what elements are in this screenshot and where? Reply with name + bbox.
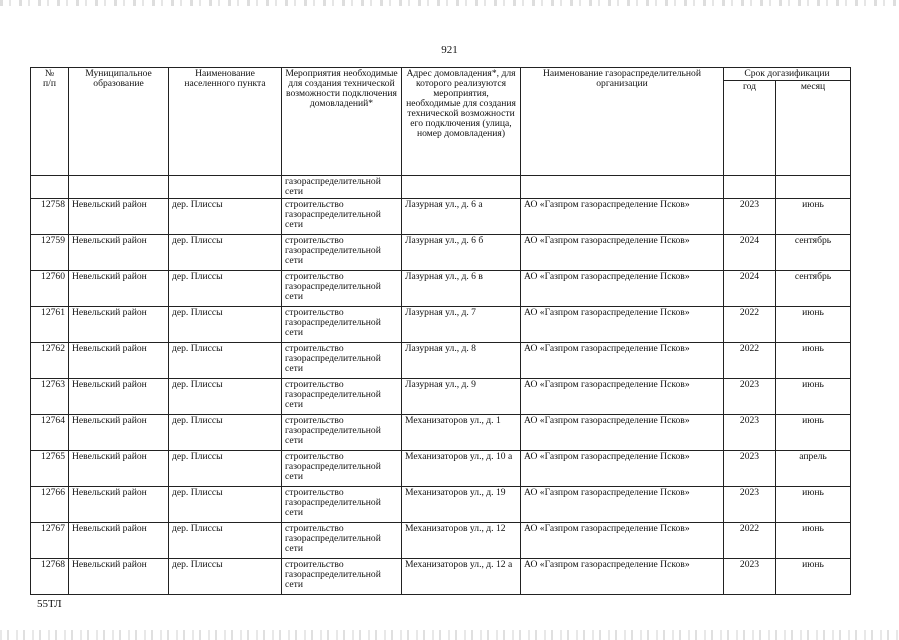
- cell-empty: [402, 176, 521, 199]
- cell-measure: строительство газораспределительной сети: [282, 415, 402, 451]
- cell-municipality: Невельский район: [69, 451, 169, 487]
- cell-settlement: дер. Плиссы: [169, 523, 282, 559]
- header-num: № п/п: [31, 68, 69, 176]
- cell-address: Лазурная ул., д. 6 б: [402, 235, 521, 271]
- cell-org: АО «Газпром газораспределение Псков»: [521, 559, 724, 595]
- cell-municipality: Невельский район: [69, 343, 169, 379]
- header-measures: Мероприятия необходимые для создания технической возможности подключения домовладений*: [282, 68, 402, 176]
- header-year: год: [724, 81, 776, 176]
- cell-address: Лазурная ул., д. 9: [402, 379, 521, 415]
- cell-measure: строительство газораспределительной сети: [282, 451, 402, 487]
- cell-month: июнь: [776, 559, 851, 595]
- cell-month: июнь: [776, 487, 851, 523]
- header-term: Срок догазификации: [724, 68, 851, 81]
- table-row: [31, 487, 851, 523]
- cell-num: 12759: [31, 235, 69, 271]
- cell-address: Механизаторов ул., д. 19: [402, 487, 521, 523]
- cell-org: АО «Газпром газораспределение Псков»: [521, 343, 724, 379]
- cell-municipality: Невельский район: [69, 235, 169, 271]
- cell-org: АО «Газпром газораспределение Псков»: [521, 451, 724, 487]
- table-row: [31, 199, 851, 235]
- cell-measure: строительство газораспределительной сети: [282, 235, 402, 271]
- cell-municipality: Невельский район: [69, 199, 169, 235]
- cell-address: Механизаторов ул., д. 12: [402, 523, 521, 559]
- scan-noise-bottom: [0, 630, 899, 640]
- cell-settlement: дер. Плиссы: [169, 451, 282, 487]
- cell-year: 2022: [724, 307, 776, 343]
- cell-month: июнь: [776, 415, 851, 451]
- table-row: [31, 379, 851, 415]
- table-row: [31, 271, 851, 307]
- cell-month: сентябрь: [776, 271, 851, 307]
- cell-municipality: Невельский район: [69, 379, 169, 415]
- cell-settlement: дер. Плиссы: [169, 415, 282, 451]
- cell-num: 12758: [31, 199, 69, 235]
- table-row: [31, 343, 851, 379]
- cell-empty: [521, 176, 724, 199]
- cell-org: АО «Газпром газораспределение Псков»: [521, 199, 724, 235]
- cell-settlement: дер. Плиссы: [169, 379, 282, 415]
- cell-num: 12768: [31, 559, 69, 595]
- cell-address: Механизаторов ул., д. 1: [402, 415, 521, 451]
- cell-month: июнь: [776, 199, 851, 235]
- cell-num: 12765: [31, 451, 69, 487]
- cell-org: АО «Газпром газораспределение Псков»: [521, 307, 724, 343]
- cell-settlement: дер. Плиссы: [169, 271, 282, 307]
- cell-municipality: Невельский район: [69, 559, 169, 595]
- cell-municipality: Невельский район: [69, 523, 169, 559]
- table-row: [31, 523, 851, 559]
- page-number: 921: [441, 44, 458, 56]
- cell-num: 12766: [31, 487, 69, 523]
- cell-year: 2022: [724, 523, 776, 559]
- cell-year: 2024: [724, 235, 776, 271]
- cell-year: 2022: [724, 343, 776, 379]
- header-row: [31, 68, 851, 81]
- cell-settlement: дер. Плиссы: [169, 343, 282, 379]
- cell-year: 2023: [724, 451, 776, 487]
- cell-org: АО «Газпром газораспределение Псков»: [521, 235, 724, 271]
- header-org: Наименование газораспределительной организации: [521, 68, 724, 176]
- table-row: [31, 415, 851, 451]
- cell-measure: строительство газораспределительной сети: [282, 343, 402, 379]
- cell-address: Механизаторов ул., д. 12 а: [402, 559, 521, 595]
- cell-num: 12764: [31, 415, 69, 451]
- cell-address: Лазурная ул., д. 7: [402, 307, 521, 343]
- table-row: [31, 307, 851, 343]
- cell-empty: [776, 176, 851, 199]
- continuation-row: [31, 176, 851, 199]
- cell-settlement: дер. Плиссы: [169, 487, 282, 523]
- table-row: [31, 235, 851, 271]
- doc-code: 55ТЛ: [37, 598, 62, 610]
- cell-measure: строительство газораспределительной сети: [282, 199, 402, 235]
- cell-measure: строительство газораспределительной сети: [282, 379, 402, 415]
- header-municipality: Муниципальное образование: [69, 68, 169, 176]
- cell-measure: строительство газораспределительной сети: [282, 307, 402, 343]
- cell-month: июнь: [776, 523, 851, 559]
- header-month: месяц: [776, 81, 851, 176]
- cell-empty: [724, 176, 776, 199]
- cell-settlement: дер. Плиссы: [169, 307, 282, 343]
- cell-municipality: Невельский район: [69, 487, 169, 523]
- cell-empty: [169, 176, 282, 199]
- header-address: Адрес домовладения*, для которого реализуются мероприятия, необходимые для создания технической возможности его подключения (улица, номер домовладения): [402, 68, 521, 176]
- scan-noise-top: [0, 0, 899, 6]
- cell-num: 12763: [31, 379, 69, 415]
- cell-year: 2023: [724, 559, 776, 595]
- cell-address: Механизаторов ул., д. 10 а: [402, 451, 521, 487]
- cell-org: АО «Газпром газораспределение Псков»: [521, 523, 724, 559]
- cell-num: 12767: [31, 523, 69, 559]
- cell-empty: [31, 176, 69, 199]
- cell-num: 12761: [31, 307, 69, 343]
- cell-settlement: дер. Плиссы: [169, 559, 282, 595]
- cell-year: 2024: [724, 271, 776, 307]
- cell-num: 12760: [31, 271, 69, 307]
- cell-address: Лазурная ул., д. 6 а: [402, 199, 521, 235]
- cell-org: АО «Газпром газораспределение Псков»: [521, 487, 724, 523]
- cell-municipality: Невельский район: [69, 415, 169, 451]
- cell-org: АО «Газпром газораспределение Псков»: [521, 379, 724, 415]
- cell-year: 2023: [724, 487, 776, 523]
- cell-address: Лазурная ул., д. 8: [402, 343, 521, 379]
- cell-measure: строительство газораспределительной сети: [282, 487, 402, 523]
- cell-year: 2023: [724, 199, 776, 235]
- cell-month: июнь: [776, 343, 851, 379]
- cell-address: Лазурная ул., д. 6 в: [402, 271, 521, 307]
- cell-org: АО «Газпром газораспределение Псков»: [521, 415, 724, 451]
- cell-num: 12762: [31, 343, 69, 379]
- cell-measure: строительство газораспределительной сети: [282, 523, 402, 559]
- cell-settlement: дер. Плиссы: [169, 235, 282, 271]
- table-row: [31, 451, 851, 487]
- cell-org: АО «Газпром газораспределение Псков»: [521, 271, 724, 307]
- cell-year: 2023: [724, 379, 776, 415]
- continuation-text: газораспределительной сети: [282, 176, 402, 199]
- cell-settlement: дер. Плиссы: [169, 199, 282, 235]
- gasification-table: [30, 67, 851, 595]
- cell-month: сентябрь: [776, 235, 851, 271]
- cell-year: 2023: [724, 415, 776, 451]
- cell-measure: строительство газораспределительной сети: [282, 559, 402, 595]
- cell-municipality: Невельский район: [69, 271, 169, 307]
- cell-month: июнь: [776, 307, 851, 343]
- cell-municipality: Невельский район: [69, 307, 169, 343]
- cell-month: июнь: [776, 379, 851, 415]
- cell-measure: строительство газораспределительной сети: [282, 271, 402, 307]
- cell-month: апрель: [776, 451, 851, 487]
- table-row: [31, 559, 851, 595]
- header-settlement: Наименование населенного пункта: [169, 68, 282, 176]
- cell-empty: [69, 176, 169, 199]
